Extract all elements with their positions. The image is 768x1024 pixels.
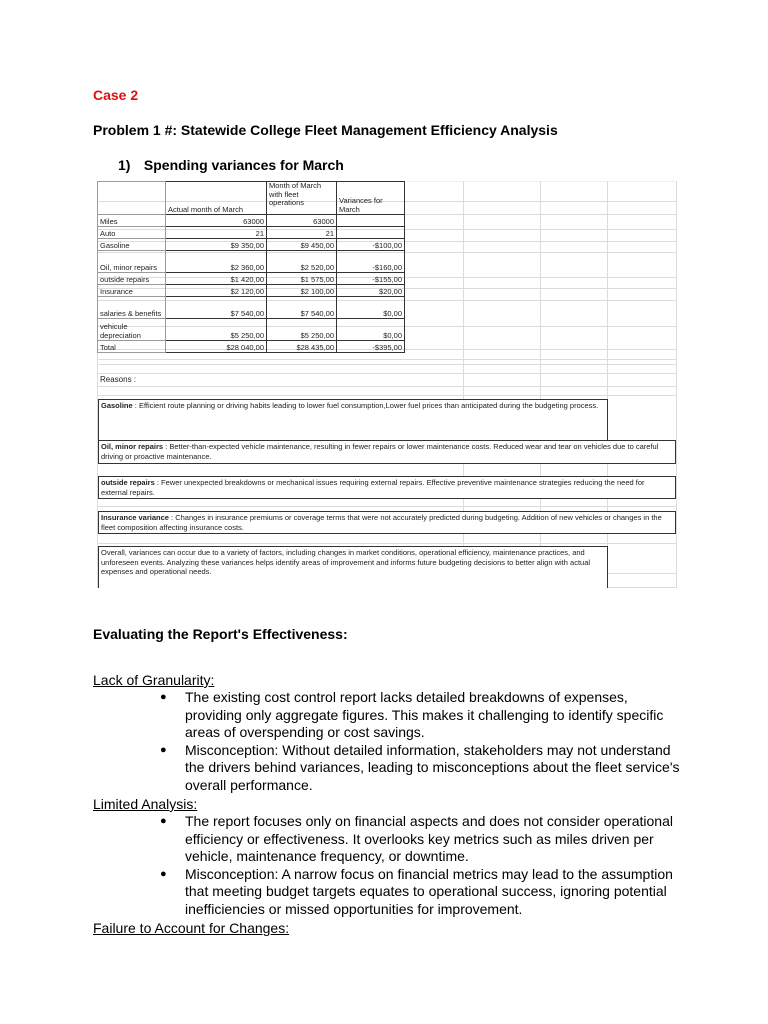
table-cell: Oil, minor repairs — [98, 251, 166, 273]
table-row — [98, 341, 405, 353]
problem-title: Problem 1 #: Statewide College Fleet Management Efficiency Analysis — [93, 122, 558, 138]
table-cell: -$395,00 — [337, 341, 405, 353]
table-cell: Total — [98, 341, 166, 353]
reason-text: Overall, variances can occur due to a variety of factors, including changes in market conditions, operational efficiency, maintenance practices, and unforeseen events. Analyzing these variances helps identify areas of improvement and informs future budgeting decisions to better align with actual expenses and operational needs. — [101, 548, 591, 576]
table-cell: -$155,00 — [337, 273, 405, 285]
list-item — [160, 813, 680, 866]
spending-number: 1) — [118, 157, 131, 173]
reason-box-oil-minor-repairs — [98, 440, 676, 464]
table-cell: $1 420,00 — [166, 273, 267, 285]
table-cell — [337, 227, 405, 239]
bullet-text: The existing cost control report lacks detailed breakdowns of expenses, providing only aggregate figures. This makes it challenging to identify specific areas of overspending or cost savings. — [185, 689, 664, 740]
table-cell: 21 — [267, 227, 337, 239]
variance-spreadsheet — [97, 181, 677, 588]
table-row — [98, 273, 405, 285]
table-row — [98, 239, 405, 251]
table-cell: $5 250,00 — [166, 319, 267, 341]
table-cell: $2 360,00 — [166, 251, 267, 273]
table-cell: $0,00 — [337, 319, 405, 341]
table-cell: $0,00 — [337, 297, 405, 319]
reason-title: Gasoline — [101, 401, 133, 410]
table-cell: salaries & benefits — [98, 297, 166, 319]
table-cell: $20,00 — [337, 285, 405, 297]
table-header-cell: Month of March with fleet operations — [267, 182, 337, 215]
section-heading: Failure to Account for Changes: — [93, 920, 290, 936]
list-item — [160, 866, 680, 919]
table-cell: -$160,00 — [337, 251, 405, 273]
reason-text: : Fewer unexpected breakdowns or mechanical issues requiring external repairs. Effective preventive maintenance strategies reducing the need for external repairs. — [101, 478, 645, 497]
table-cell: $2 520,00 — [267, 251, 337, 273]
table-header-cell: Variances for March — [337, 182, 405, 215]
table-row — [98, 319, 405, 341]
evaluation-title: Evaluating the Report's Effectiveness: — [93, 626, 348, 642]
reason-title: outside repairs — [101, 478, 155, 487]
table-cell: $5 250,00 — [267, 319, 337, 341]
table-cell: $7 540,00 — [166, 297, 267, 319]
list-item — [160, 689, 680, 742]
reason-title: Insurance variance — [101, 513, 169, 522]
reason-text: : Changes in insurance premiums or coverage terms that were not accurately predicted during budgeting. Addition of new vehicles or changes in the fleet composition affecting insurance costs. — [101, 513, 662, 532]
bullet-text: The report focuses only on financial aspects and does not consider operational efficiency or effectiveness. It overlooks key metrics such as miles driven per vehicle, maintenance frequency, or downtime. — [185, 813, 673, 864]
table-cell: $2 120,00 — [166, 285, 267, 297]
table-cell: $28 435,00 — [267, 341, 337, 353]
table-cell: -$100,00 — [337, 239, 405, 251]
table-cell: 21 — [166, 227, 267, 239]
section-heading: Limited Analysis: — [93, 796, 198, 812]
reasons-label: Reasons : — [100, 375, 137, 384]
list-item — [160, 742, 680, 795]
table-cell: $1 575,00 — [267, 273, 337, 285]
table-cell — [337, 215, 405, 227]
reason-box-overall — [98, 546, 608, 588]
table-row — [98, 285, 405, 297]
table-row — [98, 227, 405, 239]
bullet-list — [160, 689, 680, 794]
table-cell: vehicule depreciation — [98, 319, 166, 341]
reason-text: : Efficient route planning or driving habits leading to lower fuel consumption,Lower fuel prices than anticipated during the budgeting process. — [132, 401, 599, 410]
bullet-icon: ● — [160, 815, 167, 827]
reason-box-insurance — [98, 511, 676, 534]
table-row — [98, 251, 405, 273]
table-cell: Insurance — [98, 285, 166, 297]
table-cell: Miles — [98, 215, 166, 227]
reason-title: Oil, minor repairs — [101, 442, 164, 451]
case-label: Case 2 — [93, 87, 139, 103]
spending-title: Spending variances for March — [143, 157, 344, 173]
table-cell: Auto — [98, 227, 166, 239]
table-cell: $2 100,00 — [267, 285, 337, 297]
reason-box-gasoline — [98, 399, 608, 441]
table-cell: Gasoline — [98, 239, 166, 251]
table-cell: $7 540,00 — [267, 297, 337, 319]
bullet-text: Misconception: A narrow focus on financial metrics may lead to the assumption that meeting budget targets equates to operational success, ignoring potential inefficiencies or missed opportunities for improvement. — [185, 865, 673, 917]
table-cell: 63000 — [166, 215, 267, 227]
table-cell: $9 350,00 — [166, 239, 267, 251]
variance-table — [97, 181, 405, 353]
table-cell: $28 040,00 — [166, 341, 267, 353]
table-cell: $9 450,00 — [267, 239, 337, 251]
table-row — [98, 297, 405, 319]
bullet-icon: ● — [160, 867, 167, 880]
reason-text: : Better-than-expected vehicle maintenance, resulting in fewer repairs or lower maintenance costs. Reduced wear and tear on vehicles due to careful driving or proactive maintenance. — [101, 442, 659, 461]
bullet-text: Misconception: Without detailed information, stakeholders may not understand the drivers behind variances, leading to misconceptions about the fleet service's overall performance. — [185, 741, 680, 793]
bullet-list — [160, 813, 680, 918]
section-heading: Lack of Granularity: — [93, 672, 215, 688]
table-cell: outside repairs — [98, 273, 166, 285]
bullet-icon: ● — [160, 743, 167, 756]
table-header-cell: Actual month of March — [166, 182, 267, 215]
table-row — [98, 215, 405, 227]
spending-heading — [118, 157, 344, 173]
table-cell: 63000 — [267, 215, 337, 227]
bullet-icon: ● — [160, 691, 167, 703]
reason-box-outside-repairs — [98, 476, 676, 499]
table-header-cell — [98, 182, 166, 215]
